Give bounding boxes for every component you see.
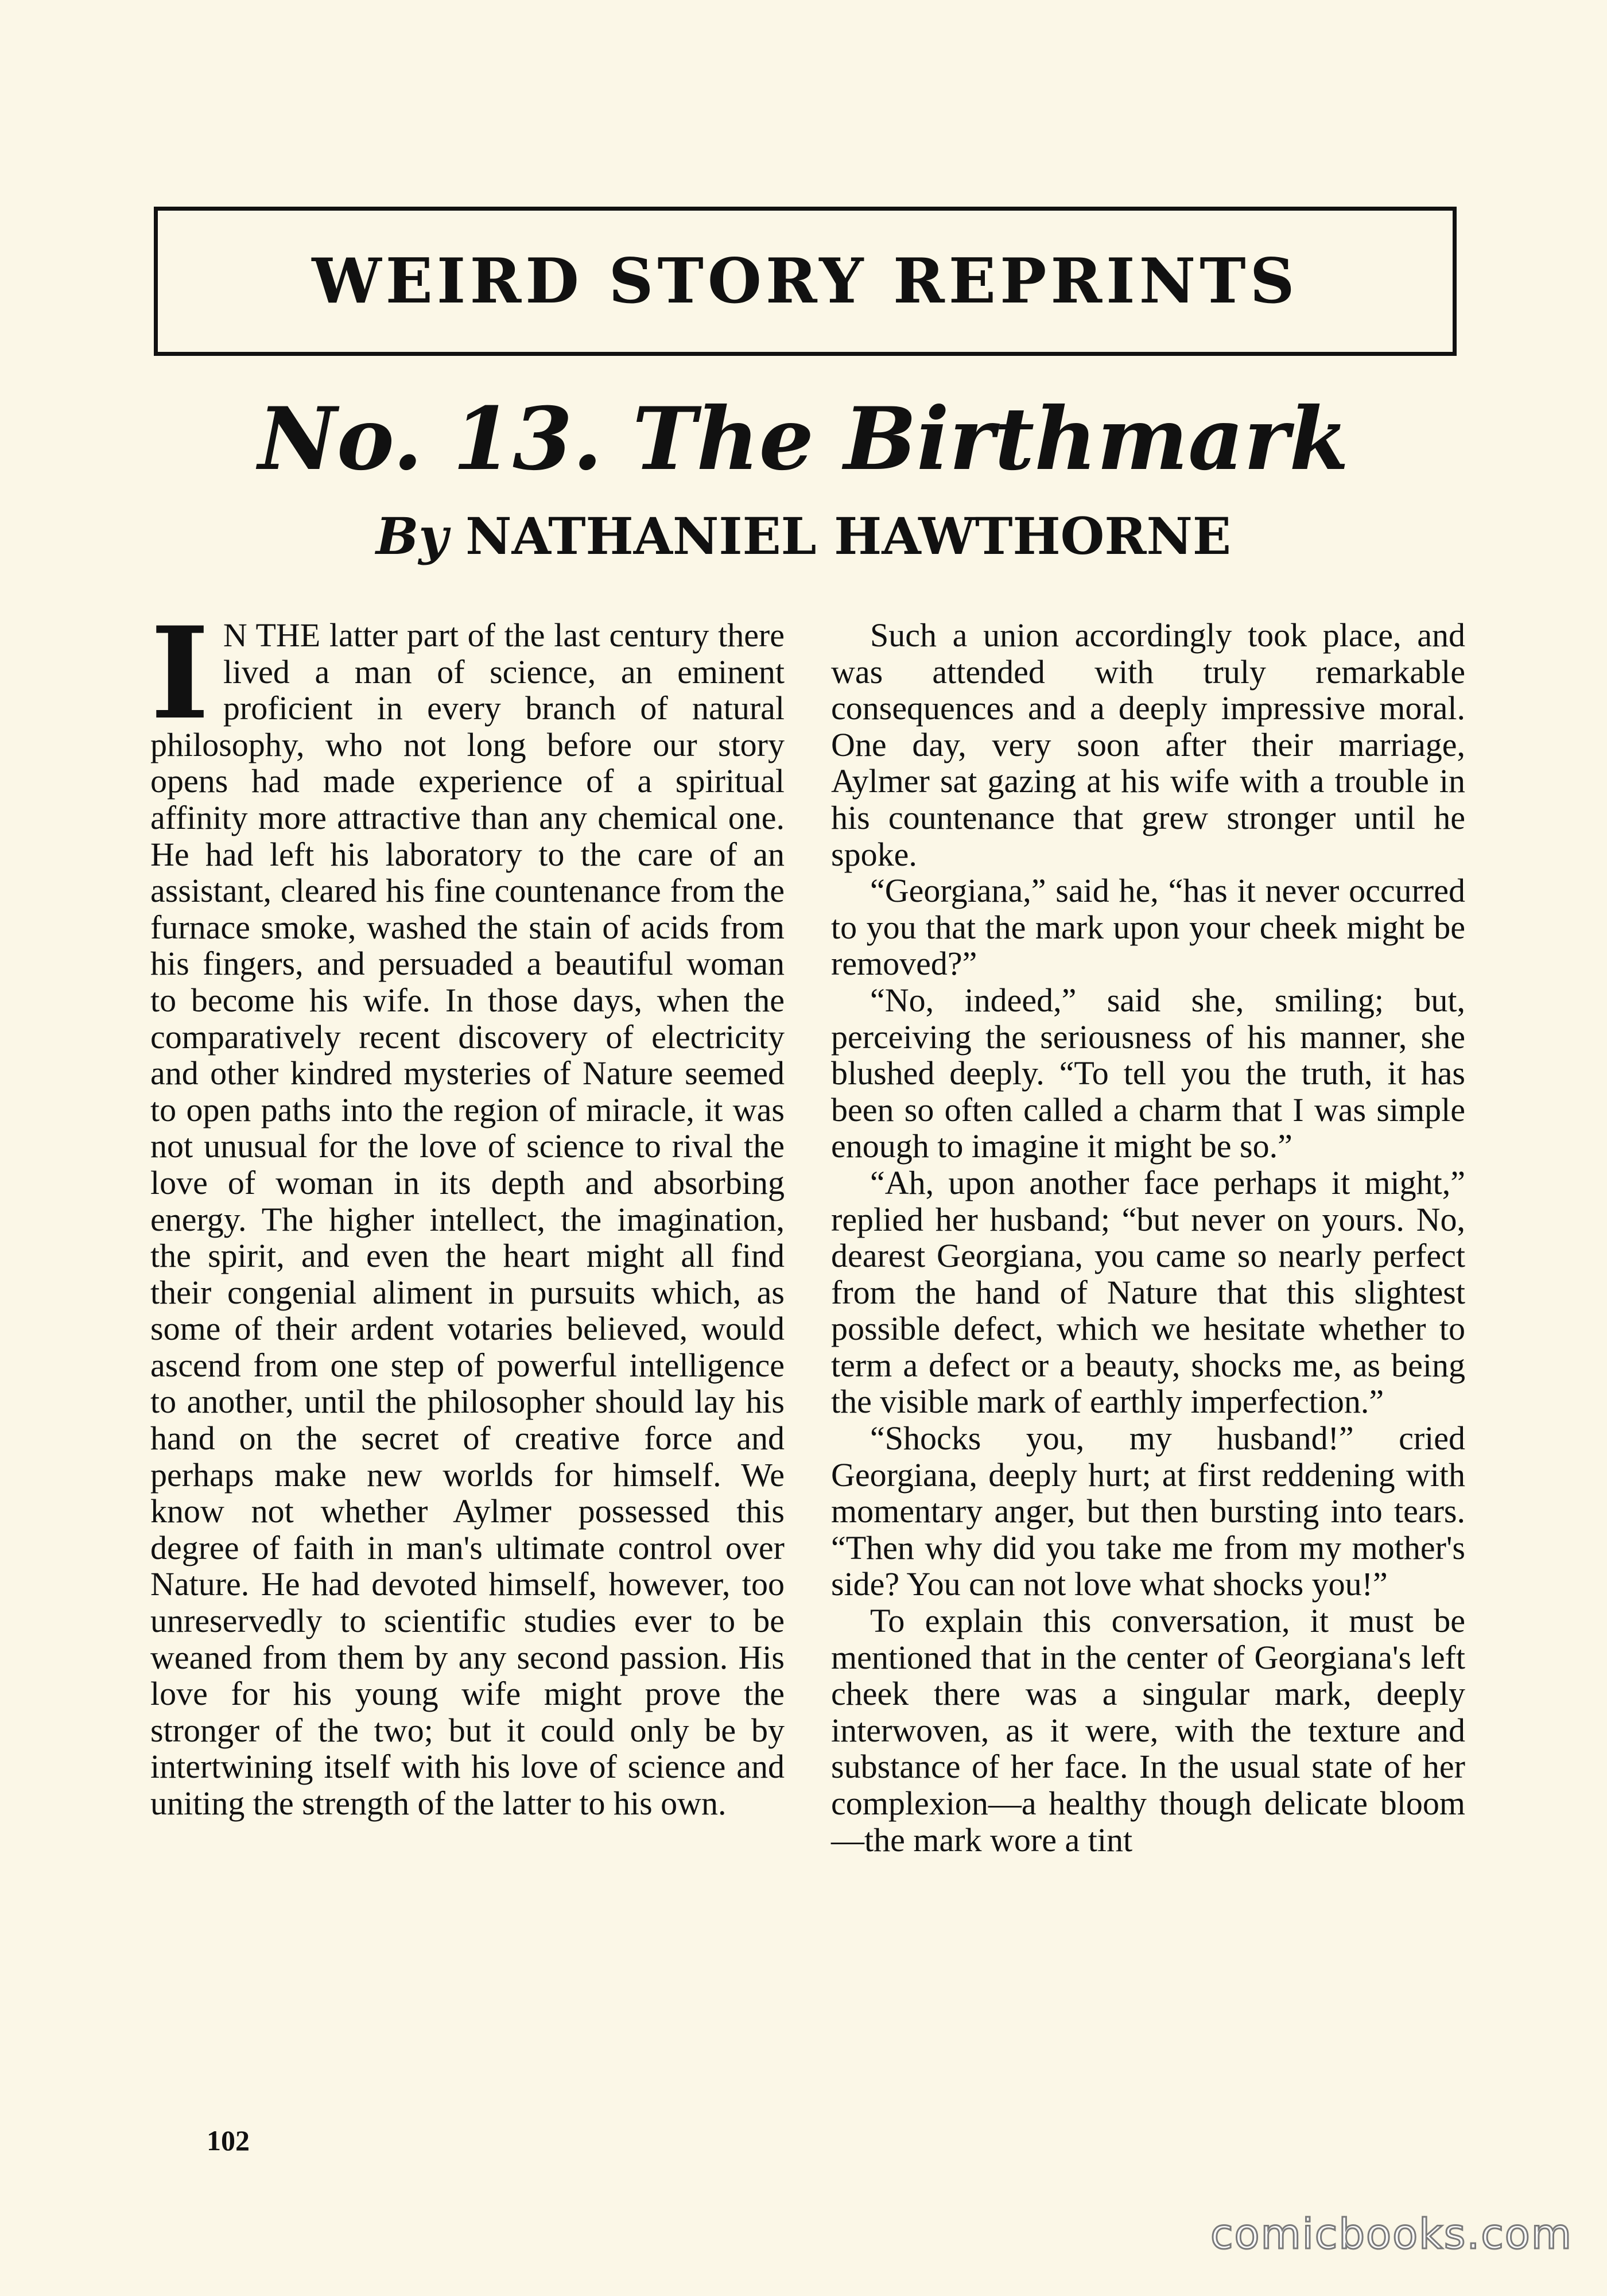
page-number: 102 (207, 2124, 250, 2157)
story-title: No. 13. The Birthmark (258, 389, 1349, 490)
paragraph: N THE latter part of the last century there lived a man of science, an eminent proficient in every branch of natural philosophy, who not long before our story opens had made experience of a spiritual affinity more attractive than any chemical one. He had left his laboratory to the care of an assistant, cleared his fine countenance from the furnace smoke, washed the stain of acids from his fingers, and persuaded a beautiful woman to become his wife. In those days, when the comparatively recent discovery of electricity and other kindred mysteries of Nature seemed to open paths into the region of miracle, it was not unusual for the love of science to rival the love of woman in its depth and absorbing energy. The higher intellect, the imagination, the spirit, and even the heart might all find their congenial aliment in pursuits which, as some of their ardent votaries believed, would ascend from one step of powerful intelligence to another, until the philosopher should lay his hand on the secret of creative force and perhaps make new worlds for himself. We know not whether Aylmer possessed this degree of faith in man's ultimate control over Nature. He had devoted himself, however, too unreservedly to scientific studies ever to be weaned from them by any second passion. His love for his young wife might prove the stronger of the two; but it could only be by intertwining itself with his love of science and uniting the strength of the latter to his own. (150, 616, 785, 1822)
paragraph: “Ah, upon another face perhaps it might,” replied her husband; “but never on yours. No, dearest Georgiana, you came so nearly perfect from the hand of Nature that this slightest possible defect, which we hesitate whether to term a defect or a beauty, shocks me, as being the visible mark of earthly imperfection.” (831, 1163, 1465, 1421)
byline (0, 506, 1607, 566)
section-header-box (154, 207, 1457, 356)
paragraph: To explain this conversation, it must be mentioned that in the center of Georgiana's left cheek there was a singular mark, deeply interwoven, as it were, with the texture and substance of her face. In the usual state of her complexion—a healthy though delicate bloom—the mark wore a tint (831, 1602, 1465, 1859)
paragraph: “No, indeed,” said she, smiling; but, perceiving the seriousness of his manner, she blushed deeply. “To tell you the truth, it has been so often called a charm that I was simple enough to imagine it might be so.” (831, 981, 1465, 1165)
watermark: comicbooks.com (1210, 2210, 1573, 2258)
paragraph: “Georgiana,” said he, “has it never occurred to you that the mark upon your cheek might be removed?” (831, 872, 1465, 983)
section-title: WEIRD STORY REPRINTS (312, 245, 1299, 317)
author-name: NATHANIEL HAWTHORNE (465, 506, 1231, 566)
byline-prefix: By (376, 506, 448, 566)
paragraph: “Shocks you, my husband!” cried Georgiana, deeply hurt; at first reddening with momentary anger, but then bursting into tears. “Then why did you take me from my mother's side? You can not love what shocks you!” (831, 1420, 1465, 1603)
left-column (150, 599, 785, 1822)
right-column (831, 617, 1465, 1858)
paragraph: Such a union accordingly took place, and was attended with truly remarkable consequences and a deeply impressive moral. One day, very soon after their marriage, Aylmer sat gazing at his wife with a trouble in his countenance that grew stronger until he spoke. (831, 616, 1465, 873)
drop-cap: I (150, 599, 209, 747)
